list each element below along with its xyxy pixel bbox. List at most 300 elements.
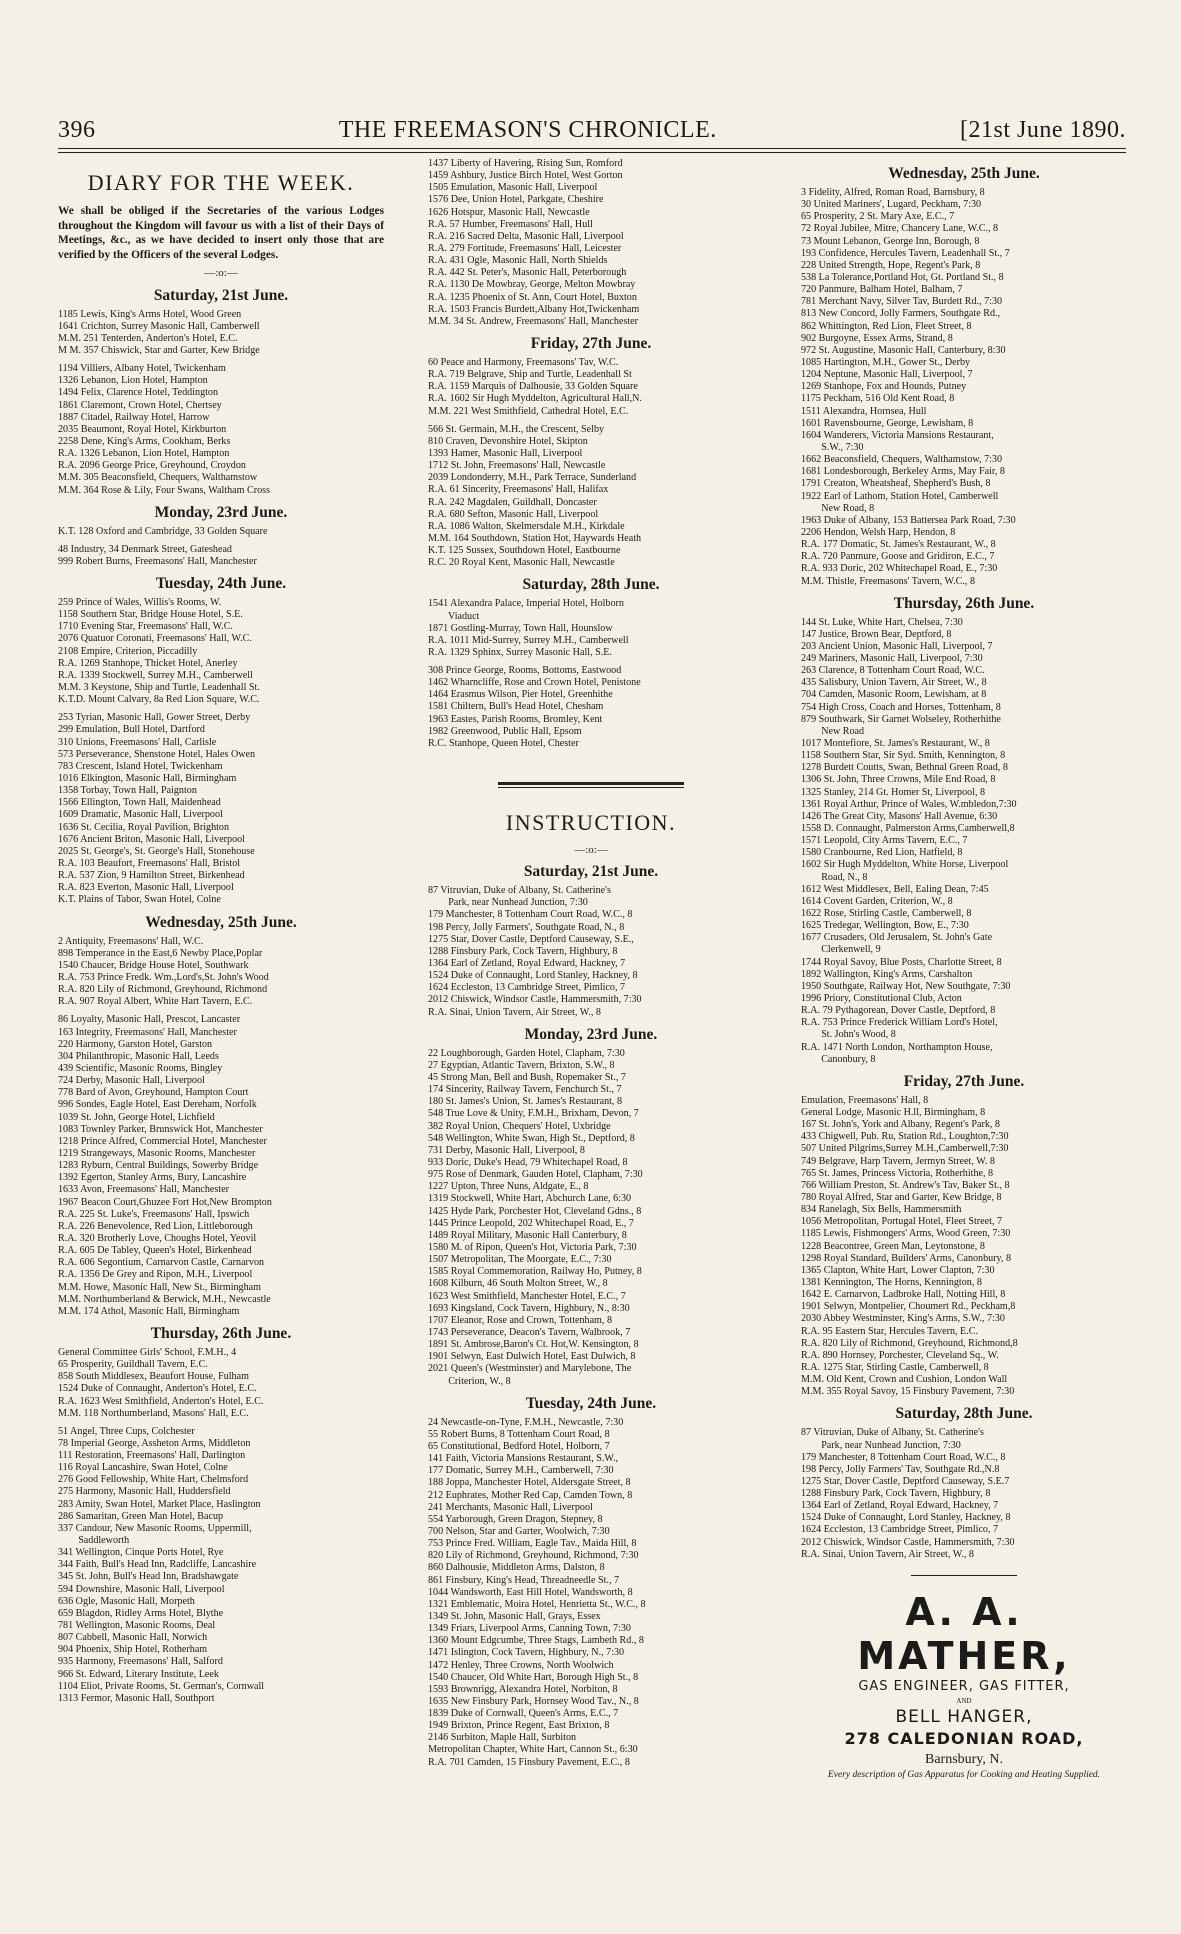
lodge-entry: R.A. 177 Domatic, St. James's Restaurant, W., 8 <box>801 539 996 551</box>
lodge-entry: 1623 West Smithfield, Manchester Hotel, E.C., 7 <box>428 1290 626 1302</box>
section-rule-thin <box>498 787 684 788</box>
lodge-entry: 2030 Abbey Westminster, King's Arms, S.W., 7:30 <box>801 1313 1005 1325</box>
lodge-entry: 966 St. Edward, Literary Institute, Leek <box>58 1668 219 1680</box>
lodge-entry: 1581 Chiltern, Bull's Head Hotel, Chesham <box>428 701 604 713</box>
lodge-entry: 177 Domatic, Surrey M.H., Camberwell, 7:30 <box>428 1465 614 1477</box>
advertisement <box>801 1590 1127 1781</box>
lodge-entry: R.A. 1471 North London, Northampton House, <box>801 1041 993 1053</box>
lodge-entry: R.A. 320 Brotherly Love, Choughs Hotel, Yeovil <box>58 1232 257 1244</box>
lodge-entry: 1459 Ashbury, Justice Birch Hotel, West Gorton <box>428 170 623 182</box>
lodge-entry: 1185 Lewis, King's Arms Hotel, Wood Green <box>58 308 242 320</box>
lodge-entry: 783 Crescent, Island Hotel, Twickenham <box>58 760 223 772</box>
lodge-entry: R.A. 820 Lily of Richmond, Greyhound, Richmond,8 <box>801 1337 1018 1349</box>
lodge-entry: 975 Rose of Denmark, Gauden Hotel, Clapham, 7:30 <box>428 1169 643 1181</box>
lodge-entry: 1996 Priory, Constitutional Club, Acton <box>801 993 962 1004</box>
lodge-entry: 996 Sondes, Eagle Hotel, East Dereham, Norfolk <box>58 1099 257 1111</box>
lodge-entry: 1635 New Finsbury Park, Hornsey Wood Tav., N., 8 <box>428 1695 639 1707</box>
lodge-entry: 1601 Ravensbourne, George, Lewisham, 8 <box>801 417 974 429</box>
lodge-entry: 1622 Rose, Stirling Castle, Camberwell, 8 <box>801 908 972 920</box>
lodge-entry: 1085 Hartington, M.H., Gower St., Derby <box>801 356 971 368</box>
lodge-entry: 212 Euphrates, Mother Red Cap, Camden Town, 8 <box>428 1489 633 1501</box>
lodge-entry: 754 High Cross, Coach and Horses, Tottenham, 8 <box>801 701 1001 713</box>
lodge-entry: 1349 St. John, Masonic Hall, Grays, Essex <box>428 1610 601 1622</box>
lodge-entry: 259 Prince of Wales, Willis's Rooms, W. <box>58 597 222 609</box>
day-heading: Saturday, 21st June. <box>153 286 289 304</box>
lodge-entry: 60 Peace and Harmony, Freemasons' Tav, W.C. <box>428 356 619 368</box>
lodge-entry: 862 Whittington, Red Lion, Fleet Street, 8 <box>801 320 972 332</box>
lodge-entry: 433 Chigwell, Pub. Ru, Station Rd., Loughton,7:30 <box>801 1131 1009 1143</box>
lodge-entry: 1712 St. John, Freemasons' Hall, Newcastle <box>428 460 606 472</box>
lodge-entry: R.A. 820 Lily of Richmond, Greyhound, Richmond <box>58 984 268 996</box>
lodge-entry: R.A. 95 Eastern Star, Hercules Tavern, E.C. <box>801 1325 978 1337</box>
lodge-entry: 1744 Royal Savoy, Blue Posts, Charlotte Street, 8 <box>801 956 1002 968</box>
lodge-entry: 1636 St. Cecilia, Royal Pavilion, Brighton <box>58 821 230 833</box>
advert-name: A. A. MATHER, <box>857 1589 1071 1678</box>
lodge-entry: 174 Sincerity, Railway Tavern, Fenchurch St., 7 <box>428 1084 622 1096</box>
lodge-entry: 198 Percy, Jolly Farmers', Southgate Road, N., 8 <box>428 921 625 933</box>
lodge-entry: 163 Integrity, Freemasons' Hall, Manchester <box>58 1026 237 1038</box>
lodge-entry: M.M. 118 Northumberland, Masons' Hall, E.C. <box>58 1407 249 1419</box>
lodge-entry: M.M. 355 Royal Savoy, 15 Finsbury Pavement, 7:30 <box>801 1386 1015 1398</box>
lodge-entry: M.M. 251 Tenterden, Anderton's Hotel, E.C. <box>58 332 238 344</box>
lodge-entry: 1624 Eccleston, 13 Cambridge Street, Pimlico, 7 <box>801 1524 999 1536</box>
lodge-entry: 1602 Sir Hugh Myddelton, White Horse, Liverpool <box>801 859 1009 871</box>
lodge-entry: 193 Confidence, Hercules Tavern, Leadenhall St., 7 <box>801 247 1010 259</box>
lodge-entry: R.A. 1086 Walton, Skelmersdale M.H., Kirkdale <box>428 520 625 532</box>
lodge-entry: Clerkenwell, 9 <box>801 944 881 956</box>
lodge-entry: 781 Merchant Navy, Silver Tav, Burdett Rd., 7:30 <box>801 296 1003 308</box>
lodge-entry: General Committee Girls' School, F.M.H., 4 <box>58 1346 237 1358</box>
lodge-entry: R.A. 680 Sefton, Masonic Hall, Liverpool <box>428 508 599 520</box>
lodge-entry: 263 Clarence, 8 Tottenham Court Road, W.C. <box>801 665 985 677</box>
lodge-entry: R.A. 1602 Sir Hugh Myddelton, Agricultural Hall,N. <box>428 393 642 405</box>
lodge-entry: 65 Constitutional, Bedford Hotel, Holborn, 7 <box>428 1440 610 1452</box>
lodge-entry: 116 Royal Lancashire, Swan Hotel, Colne <box>58 1462 228 1474</box>
lodge-entry: 253 Tyrian, Masonic Hall, Gower Street, Derby <box>58 712 251 724</box>
lodge-entry: K.T. 128 Oxford and Cambridge, 33 Golden Square <box>58 525 268 537</box>
lodge-entry: 1472 Henley, Three Crowns, North Woolwich <box>428 1659 614 1671</box>
lodge-entry: 566 St. Germain, M.H., the Crescent, Selby <box>428 423 605 435</box>
lodge-entry: R.A. 537 Zion, 9 Hamilton Street, Birkenhead <box>58 870 245 882</box>
lodge-entry: M.M. Old Kent, Crown and Cushion, London Wall <box>801 1374 1008 1386</box>
lodge-entry: 2206 Hendon, Welsh Harp, Hendon, 8 <box>801 526 956 538</box>
lodge-entry: 304 Philanthropic, Masonic Hall, Leeds <box>58 1050 219 1062</box>
lodge-entry: 276 Good Fellowship, White Hart, Chelmsford <box>58 1474 249 1486</box>
lodge-entry: 141 Faith, Victoria Mansions Restaurant, S.W., <box>428 1453 619 1465</box>
lodge-entry: 753 Prince Fred. William, Eagle Tav., Maida Hill, 8 <box>428 1538 637 1550</box>
lodge-entry: R.A. Sinai, Union Tavern, Air Street, W., 8 <box>428 1006 601 1018</box>
lodge-entry: 548 True Love & Unity, F.M.H., Brixham, Devon, 7 <box>428 1108 639 1120</box>
lodge-entry: R.A. 1011 Mid-Surrey, Surrey M.H., Camberwell <box>428 634 629 646</box>
advert-note: Every description of Gas Apparatus for Cooking and Heating Supplied. <box>827 1769 1101 1780</box>
lodge-entry: 1364 Earl of Zetland, Royal Edward, Hackney, 7 <box>428 958 626 970</box>
lodge-entry: R.A. 605 De Tabley, Queen's Hotel, Birkenhead <box>58 1245 252 1257</box>
lodge-entry: K.T.D. Mount Calvary, 8a Red Lion Square, W.C. <box>58 694 260 706</box>
lodge-entry: M.M. 164 Southdown, Station Hot, Haywards Heath <box>428 532 642 544</box>
lodge-entry: 1871 Gostling-Murray, Town Hall, Hounslow <box>428 622 613 634</box>
lodge-entry: 1662 Beaconsfield, Chequers, Walthamstow, 7:30 <box>801 454 1003 466</box>
day-heading: Wednesday, 25th June. <box>888 165 1040 182</box>
day-heading: Saturday, 21st June. <box>523 863 659 881</box>
lodge-entry: 86 Loyalty, Masonic Hall, Prescot, Lancaster <box>58 1014 241 1026</box>
lodge-entry: M M. 357 Chiswick, Star and Garter, Kew Bridge <box>58 344 260 356</box>
lodge-entry: 1083 Townley Parker, Brunswick Hot, Manchester <box>58 1123 263 1135</box>
lodge-entry: M.M. 364 Rose & Lily, Four Swans, Waltham Cross <box>58 484 271 496</box>
lodge-entry: 1313 Fermor, Masonic Hall, Southport <box>58 1692 215 1704</box>
lodge-entry: 228 United Strength, Hope, Regent's Park, 8 <box>801 259 981 271</box>
diary-divider: —:o:— <box>204 267 238 280</box>
lodge-entry: 554 Yarborough, Green Dragon, Stepney, 8 <box>428 1513 603 1525</box>
lodge-entry: 439 Scientific, Masonic Rooms, Bingley <box>58 1062 223 1074</box>
section-heading: INSTRUCTION. <box>505 810 677 836</box>
lodge-entry: 65 Prosperity, Guildhall Tavern, E.C. <box>58 1359 208 1371</box>
lodge-entry: 341 Wellington, Cinque Ports Hotel, Rye <box>58 1547 224 1559</box>
lodge-entry: 1524 Duke of Connaught, Lord Stanley, Hackney, 8 <box>428 970 638 982</box>
lodge-entry: M.M. 34 St. Andrew, Freemasons' Hall, Manchester <box>428 315 639 327</box>
lodge-entry: 1056 Metropolitan, Portugal Hotel, Fleet Street, 7 <box>801 1216 1003 1228</box>
lodge-entry: 1901 Selwyn, East Dulwich Hotel, East Dulwich, 8 <box>428 1351 636 1363</box>
lodge-entry: R.A. 226 Benevolence, Red Lion, Littleborough <box>58 1220 253 1232</box>
lodge-entry: 1707 Eleanor, Rose and Crown, Tottenham, 8 <box>428 1314 613 1326</box>
lodge-entry: 781 Wellington, Masonic Rooms, Deal <box>58 1620 216 1632</box>
advert-town: Barnsbury, N. <box>924 1751 1004 1767</box>
lodge-entry: R.A. 1130 De Mowbray, George, Melton Mowbray <box>428 279 636 291</box>
column-right-body <box>801 164 1127 1561</box>
lodge-entry: 382 Royal Union, Chequers' Hotel, Uxbridge <box>428 1120 611 1132</box>
lodge-entry: Canonbury, 8 <box>801 1053 876 1065</box>
lodge-entry: 308 Prince George, Rooms, Bottoms, Eastwood <box>428 665 622 677</box>
lodge-entry: 780 Royal Alfred, Star and Garter, Kew Bridge, 8 <box>801 1191 1002 1203</box>
lodge-entry: R.A. 1235 Phoenix of St. Ann, Court Hotel, Buxton <box>428 291 637 303</box>
lodge-entry: 344 Faith, Bull's Head Inn, Radcliffe, Lancashire <box>58 1559 257 1571</box>
lodge-entry: 1158 Southern Star, Sir Syd. Smith, Kennington, 8 <box>801 750 1006 762</box>
lodge-entry: 548 Wellington, White Swan, High St., Deptford, 8 <box>428 1132 635 1144</box>
lodge-entry: R.A. 720 Panmure, Goose and Gridiron, E.C., 7 <box>801 551 995 563</box>
lodge-entry: 1887 Citadel, Railway Hotel, Harrow <box>58 411 210 423</box>
lodge-entry: 999 Robert Burns, Freemasons' Hall, Manchester <box>58 555 257 567</box>
lodge-entry: 249 Mariners, Masonic Hall, Liverpool, 7:30 <box>801 653 983 665</box>
lodge-entry: St. John's Wood, 8 <box>801 1029 896 1041</box>
day-heading: Monday, 23rd June. <box>154 503 288 521</box>
lodge-entry: 636 Ogle, Masonic Hall, Morpeth <box>58 1595 195 1607</box>
lodge-entry: 1624 Eccleston, 13 Cambridge Street, Pimlico, 7 <box>428 982 626 994</box>
lodge-entry: 435 Salisbury, Union Tavern, Air Street, W., 8 <box>801 677 987 689</box>
lodge-entry: 220 Harmony, Garston Hotel, Garston <box>58 1038 213 1050</box>
lodge-entry: R.C. 20 Royal Kent, Masonic Hall, Newcastle <box>428 557 615 569</box>
lodge-entry: 1471 Islington, Cock Tavern, Highbury, N., 7:30 <box>428 1647 625 1659</box>
lodge-entry: R.A. 242 Magdalen, Guildhall, Doncaster <box>428 496 597 508</box>
page-header <box>58 108 1126 144</box>
lodge-entry: 188 Joppa, Manchester Hotel, Aldersgate Street, 8 <box>428 1477 631 1489</box>
lodge-entry: 1158 Southern Star, Bridge House Hotel, S.E. <box>58 609 243 621</box>
lodge-entry: 507 United Pilgrims,Surrey M.H.,Camberwell,7:30 <box>801 1143 1009 1155</box>
column-middle-body <box>428 158 754 1769</box>
diary-intro: We shall be obliged if the Secretaries of the various Lodges throughout the Kingdom will favour us with a list of their Days of Meetings, &c., as we have decided to insert only those that are verified by the Officers of the several Lodges. <box>58 205 384 261</box>
lodge-entry: 1791 Creaton, Wheatsheaf, Shepherd's Bush, 8 <box>801 478 991 490</box>
lodge-entry: 1676 Ancient Briton, Masonic Hall, Liverpool <box>58 833 245 845</box>
lodge-entry: 1219 Strangeways, Masonic Rooms, Manchester <box>58 1147 256 1159</box>
lodge-entry: 935 Harmony, Freemasons' Hall, Salford <box>58 1656 223 1668</box>
lodge-entry: 1892 Wallington, King's Arms, Carshalton <box>801 968 973 980</box>
advert-trade-2: BELL HANGER, <box>895 1706 1033 1727</box>
day-heading: Thursday, 26th June. <box>150 1324 292 1342</box>
advert-trade: GAS ENGINEER, GAS FITTER, <box>858 1678 1070 1694</box>
advert-and: AND <box>956 1696 972 1705</box>
lodge-entry: Park, near Nunhead Junction, 7:30 <box>428 897 588 909</box>
lodge-entry: 2025 St. George's, St. George's Hall, Stonehouse <box>58 845 255 857</box>
lodge-entry: Emulation, Freemasons' Hall, 8 <box>801 1094 929 1106</box>
lodge-entry: 861 Finsbury, King's Head, Threadneedle St., 7 <box>428 1574 620 1586</box>
lodge-entry: 700 Nelson, Star and Garter, Woolwich, 7:30 <box>428 1525 610 1537</box>
lodge-entry: 87 Vitruvian, Duke of Albany, St. Catherine's <box>428 885 611 897</box>
advert-rule <box>911 1575 1017 1576</box>
lodge-entry: 1625 Tredegar, Wellington, Bow, E., 7:30 <box>801 920 969 932</box>
day-heading: Saturday, 28th June. <box>522 576 660 594</box>
lodge-entry: 1566 Ellington, Town Hall, Maidenhead <box>58 797 221 809</box>
lodge-entry: R.A. 1356 De Grey and Ripon, M.H., Liverpool <box>58 1269 253 1281</box>
lodge-entry: 1360 Mount Edgcumbe, Three Stags, Lambeth Rd., 8 <box>428 1635 644 1647</box>
lodge-entry: K.T. Plains of Tabor, Swan Hotel, Colne <box>58 894 221 906</box>
lodge-entry: R.A. 442 St. Peter's, Masonic Hall, Peterborough <box>428 267 627 279</box>
lodge-entry: 147 Justice, Brown Bear, Deptford, 8 <box>801 628 952 640</box>
lodge-entry: 1580 M. of Ripon, Queen's Hot, Victoria Park, 7:30 <box>428 1242 637 1253</box>
lodge-entry: M.M. Thistle, Freemasons' Tavern, W.C., 8 <box>801 575 976 587</box>
lodge-entry: 898 Temperance in the East,6 Newby Place,Poplar <box>58 947 263 959</box>
lodge-entry: 167 St. John's, York and Albany, Regent's Park, 8 <box>801 1119 1000 1131</box>
lodge-entry: 1982 Greenwood, Public Hall, Epsom <box>428 725 582 737</box>
lodge-entry: 24 Newcastle-on-Tyne, F.M.H., Newcastle, 7:30 <box>428 1416 624 1428</box>
page-number: 396 <box>58 117 96 143</box>
lodge-entry: 538 La Tolerance,Portland Hot, Gt. Portland St., 8 <box>801 271 1004 283</box>
lodge-entry: 1364 Earl of Zetland, Royal Edward, Hackney, 7 <box>801 1500 999 1512</box>
lodge-entry: 724 Derby, Masonic Hall, Liverpool <box>58 1075 205 1087</box>
lodge-entry: 1039 St. John, George Hotel, Lichfield <box>58 1111 215 1123</box>
lodge-entry: 731 Derby, Masonic Hall, Liverpool, 8 <box>428 1144 585 1156</box>
lodge-entry: 1541 Alexandra Palace, Imperial Hotel, Holborn <box>428 598 624 610</box>
lodge-entry: 2012 Chiswick, Windsor Castle, Hammersmith, 7:30 <box>801 1536 1015 1548</box>
lodge-entry: 2039 Londonderry, M.H., Park Terrace, Sunderland <box>428 472 637 484</box>
lodge-entry: 30 United Mariners', Lugard, Peckham, 7:30 <box>801 199 982 211</box>
lodge-entry: R.A. 907 Royal Albert, White Hart Tavern, E.C. <box>58 996 253 1008</box>
lodge-entry: 2108 Empire, Criterion, Piccadilly <box>58 645 198 657</box>
lodge-entry: 48 Industry, 34 Denmark Street, Gateshead <box>58 543 232 555</box>
lodge-entry: 2146 Surbiton, Maple Hall, Surbiton <box>428 1732 577 1744</box>
lodge-entry: 1204 Neptune, Masonic Hall, Liverpool, 7 <box>801 369 973 381</box>
lodge-entry: 179 Manchester, 8 Tottenham Court Road, W.C., 8 <box>801 1451 1006 1463</box>
lodge-entry: 65 Prosperity, 2 St. Mary Axe, E.C., 7 <box>801 211 955 223</box>
lodge-entry: 904 Phoenix, Ship Hotel, Rotherham <box>58 1644 208 1656</box>
day-heading: Friday, 27th June. <box>530 334 652 352</box>
lodge-entry: 1950 Southgate, Railway Hot, New Southgate, 7:30 <box>801 980 1011 992</box>
lodge-entry: 299 Emulation, Bull Hotel, Dartford <box>58 724 205 736</box>
lodge-entry: 1626 Hotspur, Masonic Hall, Newcastle <box>428 206 590 218</box>
lodge-entry: Metropolitan Chapter, White Hart, Cannon St., 6:30 <box>428 1744 638 1756</box>
lodge-entry: 1361 Royal Arthur, Prince of Wales, W.mbledon,7:30 <box>801 798 1017 810</box>
lodge-entry: 1425 Hyde Park, Porchester Hot, Cleveland Gdns., 8 <box>428 1205 642 1217</box>
lodge-entry: R.A. 279 Fortitude, Freemasons' Hall, Leicester <box>428 242 622 254</box>
lodge-entry: 810 Craven, Devonshire Hotel, Skipton <box>428 435 588 447</box>
lodge-entry: 2012 Chiswick, Windsor Castle, Hammersmith, 7:30 <box>428 994 642 1006</box>
lodge-entry: 198 Percy, Jolly Farmers' Tav, Southgate Rd.,N.8 <box>801 1463 1000 1475</box>
lodge-entry: R.A. 719 Belgrave, Ship and Turtle, Leadenhall St <box>428 369 632 381</box>
lodge-entry: 241 Merchants, Masonic Hall, Liverpool <box>428 1501 593 1513</box>
lodge-entry: 720 Panmure, Balham Hotel, Balham, 7 <box>801 284 963 296</box>
lodge-entry: 813 New Concord, Jolly Farmers, Southgate Rd., <box>801 308 1001 320</box>
lodge-entry: Criterion, W., 8 <box>428 1375 511 1387</box>
section-rule-thick <box>498 782 684 785</box>
lodge-entry: R.A. 1339 Stockwell, Surrey M.H., Camberwell <box>58 669 253 681</box>
lodge-entry: 1614 Covent Garden, Criterion, W., 8 <box>801 895 953 907</box>
lodge-entry: R.A. 1623 West Smithfield, Anderton's Hotel, E.C. <box>58 1395 264 1407</box>
lodge-entry: 1963 Duke of Albany, 153 Battersea Park Road, 7:30 <box>801 514 1016 526</box>
lodge-entry: 2258 Dene, King's Arms, Cookham, Berks <box>58 435 231 447</box>
lodge-entry: 1044 Wandsworth, East Hill Hotel, Wandsworth, 8 <box>428 1586 633 1598</box>
lodge-entry: 820 Lily of Richmond, Greyhound, Richmond, 7:30 <box>428 1550 639 1562</box>
lodge-entry: 1462 Wharncliffe, Rose and Crown Hotel, Penistone <box>428 677 641 689</box>
lodge-entry: R.A. 753 Prince Fredk. Wm.,Lord's,St. John's Wood <box>58 972 269 983</box>
lodge-entry: M.M. 174 Athol, Masonic Hall, Birmingham <box>58 1305 240 1317</box>
lodge-entry: 749 Belgrave, Harp Tavern, Jermyn Street, W. 8 <box>801 1155 995 1167</box>
lodge-entry: 1426 The Great City, Masons' Hall Avenue, 6:30 <box>801 810 998 822</box>
lodge-entry: 1349 Friars, Liverpool Arms, Canning Town, 7:30 <box>428 1623 631 1635</box>
lodge-entry: R.A. 701 Camden, 15 Finsbury Pavement, E.C., 8 <box>428 1756 630 1768</box>
lodge-entry: 1194 Villiers, Albany Hotel, Twickenham <box>58 363 226 375</box>
lodge-entry: R.A. 79 Pythagorean, Dover Castle, Deptford, 8 <box>801 1005 996 1017</box>
lodge-entry: 1604 Wanderers, Victoria Mansions Restaurant, <box>801 429 994 441</box>
diary-heading: DIARY FOR THE WEEK. <box>87 170 355 195</box>
lodge-entry: 1677 Crusaders, Old Jerusalem, St. John's Gate <box>801 932 993 944</box>
lodge-entry: 1393 Hamer, Masonic Hall, Liverpool <box>428 447 583 459</box>
lodge-entry: 1642 E. Carnarvon, Ladbroke Hall, Notting Hill, 8 <box>801 1289 1006 1301</box>
header-rule-top <box>58 148 1126 149</box>
lodge-entry: 1494 Felix, Clarence Hotel, Teddington <box>58 387 219 399</box>
lodge-entry: Park, near Nunhead Junction, 7:30 <box>801 1439 961 1451</box>
header-rule-bottom <box>58 152 1126 153</box>
column-left <box>58 158 384 1705</box>
lodge-entry: New Road, 8 <box>801 502 875 514</box>
lodge-entry: 1580 Cranbourne, Red Lion, Hatfield, 8 <box>801 847 963 859</box>
lodge-entry: 1540 Chaucer, Bridge House Hotel, Southwark <box>58 959 249 971</box>
lodge-entry: 144 St. Luke, White Hart, Chelsea, 7:30 <box>801 616 963 628</box>
lodge-entry: 1609 Dramatic, Masonic Hall, Liverpool <box>58 809 223 821</box>
lodge-entry: 286 Samaritan, Green Man Hotel, Bacup <box>58 1510 224 1522</box>
lodge-entry: 51 Angel, Three Cups, Colchester <box>58 1425 195 1437</box>
lodge-entry: R.A. 1329 Sphinx, Surrey Masonic Hall, S.E. <box>428 646 612 658</box>
lodge-entry: 1593 Brownrigg, Alexandra Hotel, Norbiton, 8 <box>428 1683 618 1695</box>
column-right <box>801 158 1127 1781</box>
lodge-entry: 1891 St. Ambrose,Baron's Ct. Hot,W. Kensington, 8 <box>428 1339 639 1351</box>
lodge-entry: 3 Fidelity, Alfred, Roman Road, Barnsbury, 8 <box>801 187 985 198</box>
lodge-entry: General Lodge, Masonic H.ll, Birmingham, 8 <box>801 1106 986 1118</box>
lodge-entry: 275 Harmony, Masonic Hall, Huddersfield <box>58 1486 231 1498</box>
column-left-body <box>58 286 384 1705</box>
lodge-entry: R.A. 1159 Marquis of Dalhousie, 33 Golden Square <box>428 381 638 393</box>
lodge-entry: 1269 Stanhope, Fox and Hounds, Putney <box>801 381 967 393</box>
lodge-entry: 834 Ranelagh, Six Bells, Hammersmith <box>801 1204 962 1216</box>
lodge-entry: 2021 Queen's (Westminster) and Marylebone, The <box>428 1363 632 1375</box>
lodge-entry: 858 South Middlesex, Beaufort House, Fulham <box>58 1371 249 1383</box>
lodge-entry: 1922 Earl of Lathom, Station Hotel, Camberwell <box>801 490 999 502</box>
lodge-entry: R.A. 823 Everton, Masonic Hall, Liverpool <box>58 882 234 894</box>
lodge-entry: 972 St. Augustine, Masonic Hall, Canterbury, 8:30 <box>801 344 1006 356</box>
lodge-entry: Saddleworth <box>58 1535 130 1547</box>
lodge-entry: 1949 Brixton, Prince Regent, East Brixton, 8 <box>428 1720 610 1732</box>
lodge-entry: 902 Burgoyne, Essex Arms, Strand, 8 <box>801 332 953 344</box>
lodge-entry: 78 Imperial George, Assheton Arms, Middleton <box>58 1437 251 1449</box>
lodge-entry: 203 Ancient Union, Masonic Hall, Liverpool, 7 <box>801 640 993 652</box>
lodge-entry: 1693 Kingsland, Cock Tavern, Highbury, N., 8:30 <box>428 1302 630 1314</box>
lodge-entry: R.A. 431 Ogle, Masonic Hall, North Shields <box>428 255 608 267</box>
lodge-entry: 1505 Emulation, Masonic Hall, Liverpool <box>428 182 598 194</box>
lodge-entry: R.A. 890 Hornsey, Porchester, Cleveland Sq., W. <box>801 1349 999 1361</box>
lodge-entry: 1283 Ryburn, Central Buildings, Sowerby Bridge <box>58 1160 259 1172</box>
lodge-entry: 2 Antiquity, Freemasons' Hall, W.C. <box>58 935 204 947</box>
lodge-entry: M.M. Howe, Masonic Hall, New St., Birmingham <box>58 1281 261 1293</box>
lodge-entry: 1381 Kennington, The Horns, Kennington, 8 <box>801 1276 982 1288</box>
lodge-entry: 1227 Upton, Three Nuns, Aldgate, E., 8 <box>428 1181 589 1193</box>
lodge-entry: 1511 Alexandra, Hornsea, Hull <box>801 405 927 417</box>
lodge-entry: 1963 Eastes, Parish Rooms, Bromley, Kent <box>428 713 603 725</box>
lodge-entry: 310 Unions, Freemasons' Hall, Carlisle <box>58 736 217 748</box>
issue-date: [21st June 1890. <box>959 117 1126 143</box>
lodge-entry: 879 Southwark, Sir Garnet Wolseley, Rotherhithe <box>801 713 1001 725</box>
lodge-entry: 1298 Royal Standard, Builders' Arms, Canonbury, 8 <box>801 1252 1012 1264</box>
lodge-entry: R.A. 2096 George Price, Greyhound, Croydon <box>58 460 246 472</box>
lodge-entry: 1524 Duke of Connaught, Anderton's Hotel, E.C. <box>58 1383 257 1395</box>
lodge-entry: 1633 Avon, Freemasons' Hall, Manchester <box>58 1184 229 1196</box>
lodge-entry: 1228 Beacontree, Green Man, Leytonstone, 8 <box>801 1240 985 1252</box>
lodge-entry: 1218 Prince Alfred, Commercial Hotel, Manchester <box>58 1135 267 1147</box>
lodge-entry: 1321 Emblematic, Moira Hotel, Henrietta St., W.C., 8 <box>428 1598 646 1610</box>
lodge-entry: 1275 Star, Dover Castle, Deptford Causeway, S.E., <box>428 933 634 945</box>
day-heading: Tuesday, 24th June. <box>155 575 287 593</box>
lodge-entry: M.M. 305 Beaconsfield, Chequers, Walthamstow <box>58 472 258 484</box>
lodge-entry: Road, N., 8 <box>801 871 868 883</box>
lodge-entry: 1016 Elkington, Masonic Hall, Birmingham <box>58 773 237 785</box>
lodge-entry: 1608 Kilburn, 46 South Molton Street, W., 8 <box>428 1278 608 1290</box>
lodge-entry: 933 Doric, Duke's Head, 79 Whitechapel Road, 8 <box>428 1157 628 1169</box>
lodge-entry: 1017 Montefiore, St. James's Restaurant, W., 8 <box>801 738 990 750</box>
lodge-entry: 860 Dalhousie, Middleton Arms, Dalston, 8 <box>428 1562 605 1574</box>
lodge-entry: R.A. 606 Segontium, Carnarvon Castle, Carnarvon <box>58 1257 265 1269</box>
lodge-entry: 1571 Leopold, City Arms Tavern, E.C., 7 <box>801 835 968 847</box>
lodge-entry: 111 Restoration, Freemasons' Hall, Darlington <box>58 1450 246 1462</box>
lodge-entry: 573 Perseverance, Shenstone Hotel, Hales Owen <box>58 748 256 760</box>
lodge-entry: 1839 Duke of Cornwall, Queen's Arms, E.C., 7 <box>428 1708 619 1720</box>
lodge-entry: 1464 Erasmus Wilson, Pier Hotel, Greenhithe <box>428 689 613 701</box>
lodge-entry: 1524 Duke of Connaught, Lord Stanley, Hackney, 8 <box>801 1512 1011 1524</box>
lodge-entry: K.T. 125 Sussex, Southdown Hotel, Eastbourne <box>428 545 621 557</box>
lodge-entry: 1319 Stockwell, White Hart, Abchurch Lane, 6:30 <box>428 1193 632 1205</box>
lodge-entry: R.C. Stanhope, Queen Hotel, Chester <box>428 737 579 749</box>
lodge-entry: 704 Camden, Masonic Room, Lewisham, at 8 <box>801 689 987 701</box>
lodge-entry: R.A. 1275 Star, Stirling Castle, Camberwell, 8 <box>801 1361 989 1373</box>
lodge-entry: New Road <box>801 725 865 737</box>
lodge-entry: 1185 Lewis, Fishmongers' Arms, Wood Green, 7:30 <box>801 1228 1011 1240</box>
lodge-entry: R.A. 57 Humber, Freemasons' Hall, Hull <box>428 218 593 230</box>
day-heading: Saturday, 28th June. <box>895 1405 1033 1423</box>
lodge-entry: S.W., 7:30 <box>801 441 864 453</box>
lodge-entry: 1288 Finsbury Park, Cock Tavern, Highbury, 8 <box>428 945 618 957</box>
lodge-entry: M.M. Northumberland & Berwick, M.H., Newcastle <box>58 1293 271 1305</box>
lodge-entry: 73 Mount Lebanon, George Inn, Borough, 8 <box>801 235 980 247</box>
lodge-entry: 807 Cabbell, Masonic Hall, Norwich <box>58 1632 208 1644</box>
lodge-entry: 1306 St. John, Three Crowns, Mile End Road, 8 <box>801 774 996 786</box>
lodge-entry: 1967 Beacon Court,Ghuzee Fort Hot,New Brompton <box>58 1196 272 1208</box>
lodge-entry: 1358 Torbay, Town Hall, Paignton <box>58 785 197 797</box>
day-heading: Tuesday, 24th June. <box>525 1394 657 1412</box>
lodge-entry: 1175 Peckham, 516 Old Kent Road, 8 <box>801 393 955 405</box>
